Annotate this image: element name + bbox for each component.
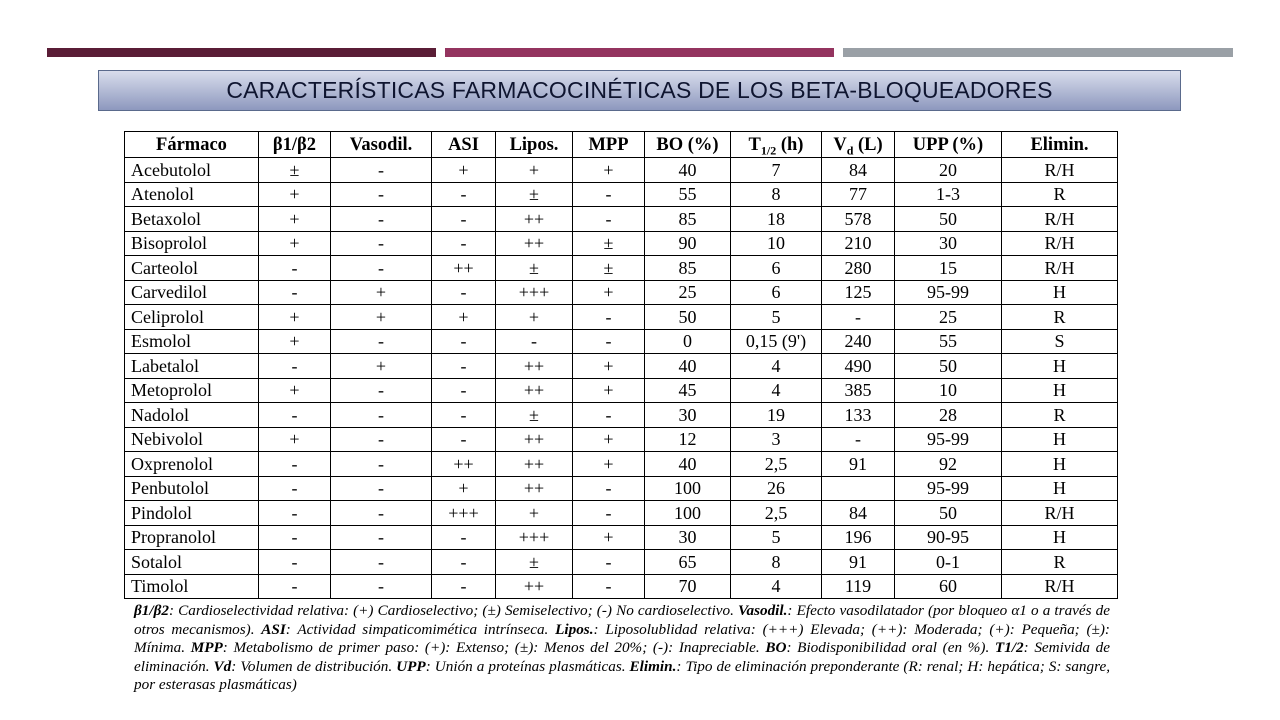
table-header-row <box>125 132 1118 158</box>
cell-bo: 40 <box>645 354 731 379</box>
cell-bo: 40 <box>645 452 731 477</box>
cell-mpp: + <box>573 452 645 477</box>
cell-vasodil: - <box>331 525 432 550</box>
cell-mpp: + <box>573 525 645 550</box>
table-legend: β1/β2: Cardioselectividad relativa: (+) Cardioselectivo; (±) Semiselectivo; (-) No cardioselectivo. Vasodil.: Efecto vasodilatador (por bloqueo α1 o a través de otros mecanismos). ASI: Actividad simpaticomimética intrínseca. Lipos.: Liposolublidad relativa: (+++) Elevada; (++): Moderada; (+): Pequeña; (±): Mínima. MPP: Metabolismo de primer paso: (+): Extenso; (±): Menos del 20%; (-): Inapreciable. BO: Biodisponibilidad oral (en %). T1/2: Semivida de eliminación. Vd: Volumen de distribución. UPP: Unión a proteínas plasmáticas. Elimin.: Tipo de eliminación preponderante (R: renal; H: hepática; S: sangre, por esterasas plasmáticas) <box>134 602 1111 693</box>
cell-bo: 85 <box>645 256 731 281</box>
cell-asi: - <box>432 378 496 403</box>
cell-mpp: - <box>573 574 645 599</box>
cell-mpp: - <box>573 329 645 354</box>
cell-vd: 240 <box>822 329 895 354</box>
cell-bo: 12 <box>645 427 731 452</box>
cell-asi: +++ <box>432 501 496 526</box>
cell-upp: 10 <box>895 378 1002 403</box>
cell-mpp: - <box>573 305 645 330</box>
table-row <box>125 476 1118 501</box>
cell-beta: ± <box>259 158 331 183</box>
cell-upp: 95-99 <box>895 427 1002 452</box>
table-row <box>125 378 1118 403</box>
cell-half-life: 4 <box>731 574 822 599</box>
cell-vd: 84 <box>822 501 895 526</box>
cell-vd: 77 <box>822 182 895 207</box>
cell-upp: 55 <box>895 329 1002 354</box>
header-half-life: $T_{1/2}$ (h) <box>731 132 822 158</box>
table-row <box>125 231 1118 256</box>
cell-half-life: 2,5 <box>731 452 822 477</box>
cell-drug: Pindolol <box>125 501 259 526</box>
header-upp: UPP (%) <box>895 132 1002 158</box>
cell-beta: + <box>259 378 331 403</box>
cell-lipos: ++ <box>496 452 573 477</box>
cell-elim: R <box>1002 305 1118 330</box>
cell-vasodil: + <box>331 280 432 305</box>
cell-mpp: + <box>573 158 645 183</box>
cell-drug: Propranolol <box>125 525 259 550</box>
cell-lipos: ++ <box>496 378 573 403</box>
cell-half-life: 8 <box>731 182 822 207</box>
cell-elim: R/H <box>1002 256 1118 281</box>
table-row <box>125 403 1118 428</box>
cell-beta: + <box>259 305 331 330</box>
cell-upp: 28 <box>895 403 1002 428</box>
cell-upp: 95-99 <box>895 476 1002 501</box>
cell-vasodil: - <box>331 256 432 281</box>
cell-vasodil: - <box>331 231 432 256</box>
cell-lipos: + <box>496 501 573 526</box>
cell-vd: 91 <box>822 452 895 477</box>
cell-half-life: 26 <box>731 476 822 501</box>
cell-vd: 196 <box>822 525 895 550</box>
cell-beta: - <box>259 574 331 599</box>
header-lipos: Lipos. <box>496 132 573 158</box>
cell-drug: Celiprolol <box>125 305 259 330</box>
cell-asi: ++ <box>432 452 496 477</box>
cell-lipos: ± <box>496 550 573 575</box>
cell-half-life: 5 <box>731 525 822 550</box>
cell-half-life: 6 <box>731 256 822 281</box>
table-row <box>125 525 1118 550</box>
cell-upp: 50 <box>895 354 1002 379</box>
cell-bo: 45 <box>645 378 731 403</box>
accent-bar-magenta <box>445 48 834 57</box>
cell-mpp: ± <box>573 256 645 281</box>
cell-drug: Bisoprolol <box>125 231 259 256</box>
table-row <box>125 550 1118 575</box>
cell-elim: H <box>1002 525 1118 550</box>
header-drug: Fármaco <box>125 132 259 158</box>
cell-mpp: + <box>573 354 645 379</box>
cell-lipos: +++ <box>496 280 573 305</box>
cell-asi: - <box>432 427 496 452</box>
cell-elim: R/H <box>1002 158 1118 183</box>
table-row <box>125 182 1118 207</box>
cell-lipos: ± <box>496 182 573 207</box>
cell-bo: 30 <box>645 403 731 428</box>
cell-beta: - <box>259 476 331 501</box>
cell-vd: 578 <box>822 207 895 232</box>
cell-asi: - <box>432 182 496 207</box>
cell-vd: - <box>822 305 895 330</box>
pharmacokinetics-table <box>124 131 1118 599</box>
cell-asi: ++ <box>432 256 496 281</box>
table-row <box>125 574 1118 599</box>
cell-elim: S <box>1002 329 1118 354</box>
cell-mpp: + <box>573 427 645 452</box>
cell-elim: R/H <box>1002 231 1118 256</box>
cell-vd: 119 <box>822 574 895 599</box>
cell-lipos: ++ <box>496 207 573 232</box>
cell-half-life: 19 <box>731 403 822 428</box>
cell-mpp: - <box>573 476 645 501</box>
cell-drug: Labetalol <box>125 354 259 379</box>
cell-bo: 0 <box>645 329 731 354</box>
cell-mpp: - <box>573 182 645 207</box>
table-row <box>125 427 1118 452</box>
cell-elim: H <box>1002 280 1118 305</box>
cell-beta: + <box>259 182 331 207</box>
cell-vd: 280 <box>822 256 895 281</box>
cell-vasodil: + <box>331 354 432 379</box>
cell-drug: Atenolol <box>125 182 259 207</box>
header-vasodil: Vasodil. <box>331 132 432 158</box>
cell-bo: 85 <box>645 207 731 232</box>
cell-half-life: 6 <box>731 280 822 305</box>
table-row <box>125 158 1118 183</box>
cell-elim: R <box>1002 550 1118 575</box>
cell-mpp: - <box>573 207 645 232</box>
header-mpp: MPP <box>573 132 645 158</box>
cell-asi: - <box>432 525 496 550</box>
cell-elim: R <box>1002 403 1118 428</box>
cell-half-life: 8 <box>731 550 822 575</box>
cell-vasodil: - <box>331 158 432 183</box>
table-body <box>125 158 1118 599</box>
cell-asi: - <box>432 329 496 354</box>
table-row <box>125 329 1118 354</box>
cell-vd <box>822 476 895 501</box>
cell-vasodil: - <box>331 403 432 428</box>
cell-half-life: 4 <box>731 378 822 403</box>
cell-upp: 95-99 <box>895 280 1002 305</box>
cell-upp: 60 <box>895 574 1002 599</box>
cell-bo: 70 <box>645 574 731 599</box>
cell-vd: 91 <box>822 550 895 575</box>
cell-mpp: - <box>573 403 645 428</box>
cell-mpp: + <box>573 378 645 403</box>
cell-asi: - <box>432 403 496 428</box>
cell-elim: H <box>1002 354 1118 379</box>
cell-upp: 50 <box>895 207 1002 232</box>
cell-half-life: 2,5 <box>731 501 822 526</box>
cell-lipos: + <box>496 158 573 183</box>
cell-bo: 40 <box>645 158 731 183</box>
cell-lipos: ++ <box>496 354 573 379</box>
cell-half-life: 18 <box>731 207 822 232</box>
cell-beta: - <box>259 256 331 281</box>
table-row <box>125 305 1118 330</box>
cell-asi: - <box>432 280 496 305</box>
cell-drug: Carvedilol <box>125 280 259 305</box>
cell-elim: R <box>1002 182 1118 207</box>
cell-elim: H <box>1002 378 1118 403</box>
cell-upp: 0-1 <box>895 550 1002 575</box>
cell-vasodil: - <box>331 501 432 526</box>
cell-beta: + <box>259 329 331 354</box>
cell-beta: + <box>259 207 331 232</box>
cell-half-life: 5 <box>731 305 822 330</box>
slide-title-box <box>98 70 1181 111</box>
cell-asi: + <box>432 305 496 330</box>
cell-half-life: 7 <box>731 158 822 183</box>
cell-asi: - <box>432 207 496 232</box>
cell-vd: 385 <box>822 378 895 403</box>
cell-beta: - <box>259 501 331 526</box>
cell-bo: 100 <box>645 476 731 501</box>
cell-lipos: ± <box>496 256 573 281</box>
cell-vasodil: - <box>331 378 432 403</box>
cell-elim: R/H <box>1002 207 1118 232</box>
cell-bo: 100 <box>645 501 731 526</box>
header-vd: $V_d$ (L) <box>822 132 895 158</box>
accent-bar-gray <box>843 48 1233 57</box>
cell-drug: Nadolol <box>125 403 259 428</box>
cell-mpp: - <box>573 550 645 575</box>
cell-upp: 20 <box>895 158 1002 183</box>
cell-beta: - <box>259 525 331 550</box>
cell-vasodil: - <box>331 476 432 501</box>
cell-asi: - <box>432 574 496 599</box>
cell-vasodil: + <box>331 305 432 330</box>
cell-drug: Betaxolol <box>125 207 259 232</box>
cell-elim: R/H <box>1002 501 1118 526</box>
cell-vd: 210 <box>822 231 895 256</box>
cell-vasodil: - <box>331 182 432 207</box>
cell-elim: H <box>1002 476 1118 501</box>
cell-vasodil: - <box>331 574 432 599</box>
cell-lipos: ++ <box>496 574 573 599</box>
cell-half-life: 4 <box>731 354 822 379</box>
cell-drug: Metoprolol <box>125 378 259 403</box>
cell-elim: H <box>1002 452 1118 477</box>
cell-asi: - <box>432 231 496 256</box>
cell-drug: Acebutolol <box>125 158 259 183</box>
cell-bo: 55 <box>645 182 731 207</box>
cell-upp: 15 <box>895 256 1002 281</box>
cell-upp: 50 <box>895 501 1002 526</box>
table-row <box>125 501 1118 526</box>
cell-lipos: +++ <box>496 525 573 550</box>
header-asi: ASI <box>432 132 496 158</box>
cell-upp: 92 <box>895 452 1002 477</box>
cell-vasodil: - <box>331 550 432 575</box>
table-row <box>125 354 1118 379</box>
cell-lipos: ± <box>496 403 573 428</box>
cell-upp: 1-3 <box>895 182 1002 207</box>
cell-beta: - <box>259 452 331 477</box>
cell-elim: R/H <box>1002 574 1118 599</box>
cell-upp: 25 <box>895 305 1002 330</box>
cell-upp: 30 <box>895 231 1002 256</box>
cell-mpp: ± <box>573 231 645 256</box>
cell-beta: - <box>259 280 331 305</box>
cell-drug: Oxprenolol <box>125 452 259 477</box>
cell-vasodil: - <box>331 207 432 232</box>
cell-drug: Sotalol <box>125 550 259 575</box>
table-row <box>125 256 1118 281</box>
cell-bo: 30 <box>645 525 731 550</box>
cell-lipos: + <box>496 305 573 330</box>
cell-drug: Carteolol <box>125 256 259 281</box>
cell-vasodil: - <box>331 427 432 452</box>
cell-vd: 490 <box>822 354 895 379</box>
cell-mpp: - <box>573 501 645 526</box>
cell-vd: 133 <box>822 403 895 428</box>
cell-bo: 65 <box>645 550 731 575</box>
cell-lipos: ++ <box>496 231 573 256</box>
cell-upp: 90-95 <box>895 525 1002 550</box>
table-row <box>125 280 1118 305</box>
slide-title: CARACTERÍSTICAS FARMACOCINÉTICAS DE LOS BETA-BLOQUEADORES <box>226 77 1053 103</box>
cell-lipos: ++ <box>496 427 573 452</box>
cell-elim: H <box>1002 427 1118 452</box>
cell-lipos: - <box>496 329 573 354</box>
cell-vasodil: - <box>331 452 432 477</box>
cell-half-life: 0,15 (9') <box>731 329 822 354</box>
cell-bo: 25 <box>645 280 731 305</box>
cell-beta: - <box>259 354 331 379</box>
cell-beta: + <box>259 231 331 256</box>
cell-bo: 90 <box>645 231 731 256</box>
header-beta-selectivity: β1/β2 <box>259 132 331 158</box>
cell-asi: + <box>432 476 496 501</box>
cell-drug: Nebivolol <box>125 427 259 452</box>
cell-vd: - <box>822 427 895 452</box>
cell-vasodil: - <box>331 329 432 354</box>
cell-half-life: 3 <box>731 427 822 452</box>
table-row <box>125 207 1118 232</box>
cell-drug: Esmolol <box>125 329 259 354</box>
cell-mpp: + <box>573 280 645 305</box>
cell-drug: Penbutolol <box>125 476 259 501</box>
accent-bar-dark <box>47 48 436 57</box>
cell-lipos: ++ <box>496 476 573 501</box>
header-elim: Elimin. <box>1002 132 1118 158</box>
cell-asi: + <box>432 158 496 183</box>
cell-beta: - <box>259 403 331 428</box>
cell-asi: - <box>432 354 496 379</box>
cell-beta: + <box>259 427 331 452</box>
cell-drug: Timolol <box>125 574 259 599</box>
cell-vd: 125 <box>822 280 895 305</box>
cell-asi: - <box>432 550 496 575</box>
cell-vd: 84 <box>822 158 895 183</box>
cell-bo: 50 <box>645 305 731 330</box>
cell-beta: - <box>259 550 331 575</box>
cell-half-life: 10 <box>731 231 822 256</box>
header-bo: BO (%) <box>645 132 731 158</box>
table-row <box>125 452 1118 477</box>
